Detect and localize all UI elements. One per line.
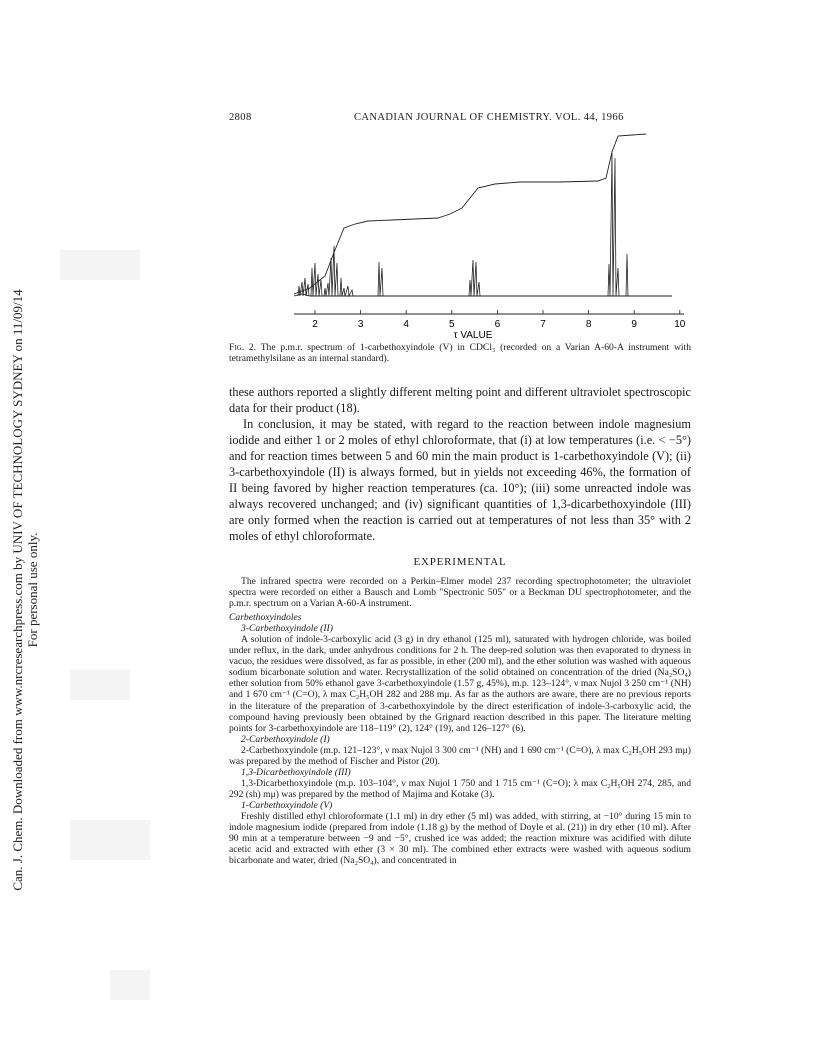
tau-tick-label: 7 — [540, 319, 546, 330]
subsection-text: A solution of indole-3-carboxylic acid (3 g) in dry ethanol (125 ml), saturated with hydrogen chloride, was boiled under reflux, in the dark, under anhydrous conditions for 2 h. The deep-red solution was then evaporated to dryness in vacuo, the residues were dissolved, as far as possible, in ether (200 ml), and the ether solution was washed with aqueous sodium bicarbonate solution and water. Recrystallization of the solid obtained on concentration of the dried (Na₂SO₄) ether solution from 50% ethanol gave 3-carbethoxyindole (1.57 g, 45%), m.p. 123–124°, ν max Nujol 3 250 cm⁻¹ (NH) and 1 670 cm⁻¹ (C=O), λ max C₂H₅OH 282 and 288 mμ. As far as the authors are aware, there are no previous reports in the literature of the preparation of 3-carbethoxyindole by the direct esterification of indole-3-carboxylic acid, the compound having previously been obtained by the Grignard reaction described in this paper. The literature melting points for 3-carbethoxyindole are 118–119° (2), 124° (19), and 126–127° (6). — [229, 634, 691, 734]
watermark-line-1: Can. J. Chem. Downloaded from www.nrcresearchpress.com by UNIV OF TECHNOLOGY SYDNEY on 11/09/14 — [10, 289, 25, 891]
figure-caption — [229, 342, 691, 364]
scan-artifact — [70, 670, 130, 700]
scan-artifact — [70, 820, 150, 860]
tau-tick-label: 4 — [403, 319, 409, 330]
subsection-title: 1-Carbethoxyindole (V) — [241, 799, 333, 811]
experimental-heading: EXPERIMENTAL — [413, 556, 507, 568]
integration-trace — [294, 134, 646, 294]
running-header — [229, 112, 689, 126]
subsection-text: Freshly distilled ethyl chloroformate (1.1 ml) in dry ether (5 ml) was added, with stirring, at −10° during 15 min to indole magnesium iodide (prepared from indole (1.18 g) by the method of Doyle et al. (21)) in dry ether (10 ml). After 90 min at a temperature between −9 and −5°, crushed ice was added; the reaction mixture was acidified with dilute acetic acid and extracted with ether (3 × 30 ml). The combined ether extracts were washed with aqueous sodium bicarbonate and water, dried (Na₂SO₄), and concentrated in — [229, 810, 691, 867]
experimental-intro: The infrared spectra were recorded on a Perkin–Elmer model 237 recording spectrophotometer; the ultraviolet spectra were recorded on either a Bausch and Lomb "Spectronic 505" or a Beckman DU spectrophotometer, and the p.m.r. spectrum on a Varian A-60-A instrument. — [229, 576, 691, 610]
caption-figure-label: Fig. 2. — [229, 342, 257, 353]
section-title: Carbethoxyindoles — [229, 612, 302, 624]
watermark-line-2: For personal use only. — [25, 532, 40, 648]
pmr-spectrum-plot — [280, 128, 700, 338]
peak-cluster-aromatic — [298, 246, 353, 296]
caption-text: The p.m.r. spectrum of 1-carbethoxyindole (V) in CDCl₃ (recorded on a Varian A-60-A instrument with tetramethylsilane as an internal standard). — [229, 342, 692, 364]
tau-tick-label: 9 — [631, 319, 637, 330]
tau-tick-label: 10 — [674, 319, 686, 330]
subsection-text: 2-Carbethoxyindole (m.p. 121–123°, ν max Nujol 3 300 cm⁻¹ (NH) and 1 690 cm⁻¹ (C=O), λ max C₂H₅OH 293 mμ) was prepared by the method of Fischer and Pistor (20). — [229, 744, 691, 767]
pmr-spectrum-figure — [280, 128, 700, 338]
paragraph-conclusion: In conclusion, it may be stated, with regard to the reaction between indole magnesium iodide and either 1 or 2 moles of ethyl chloroformate, that (i) at low temperatures (i.e. < −5°) and for reaction times between 5 and 60 min the main product is 1-carbethoxyindole (V); (ii) 3-carbethoxyindole (II) is always formed, but in yields not exceeding 46%, the formation of II being favored by higher reaction temperatures (ca. 10°); (iii) some unreacted indole was always recovered unchanged; and (iv) significant quantities of 1,3-dicarbethoxyindole (III) are only formed when the reaction is carried out at temperatures of not less than 35° with 2 moles of ethyl chloroformate. — [229, 417, 691, 543]
tau-axis-label: τ VALUE — [453, 330, 493, 338]
tau-tick-label: 8 — [585, 319, 592, 330]
peak-tms-reference — [626, 254, 628, 296]
tau-axis-ticks — [312, 310, 686, 330]
peak-doublet-3-4 — [378, 262, 383, 296]
subsection-title: 2-Carbethoxyindole (I) — [241, 733, 330, 745]
experimental-text — [229, 576, 691, 866]
peak-quartet-ch2 — [469, 260, 480, 296]
paragraph-continuation: these authors reported a slightly different melting point and different ultraviolet spectroscopic data for their product (18). — [229, 385, 691, 415]
download-watermark — [5, 210, 45, 910]
body-text — [229, 384, 691, 544]
scan-artifact — [60, 250, 140, 280]
subsection-text: 1,3-Dicarbethoxyindole (m.p. 103–104°, ν max Nujol 1 750 and 1 715 cm⁻¹ (C=O); λ max C₂H₅OH 274, 285, and 292 (sh) mμ) was prepared by the method of Majima and Kotake (3). — [229, 777, 691, 800]
tau-tick-label: 6 — [494, 319, 501, 330]
page-number: 2808 — [229, 112, 252, 123]
running-title: CANADIAN JOURNAL OF CHEMISTRY. VOL. 44, 1966 — [354, 112, 624, 123]
subsection-title: 1,3-Dicarbethoxyindole (III) — [241, 766, 351, 778]
peak-triplet-ch3 — [608, 153, 619, 296]
scan-artifact — [110, 970, 150, 1000]
tau-tick-label: 2 — [312, 319, 318, 330]
spectrum-baseline — [294, 294, 672, 296]
tau-tick-label: 5 — [449, 319, 455, 330]
tau-tick-label: 3 — [357, 319, 364, 330]
subsection-title: 3-Carbethoxyindole (II) — [241, 623, 333, 635]
